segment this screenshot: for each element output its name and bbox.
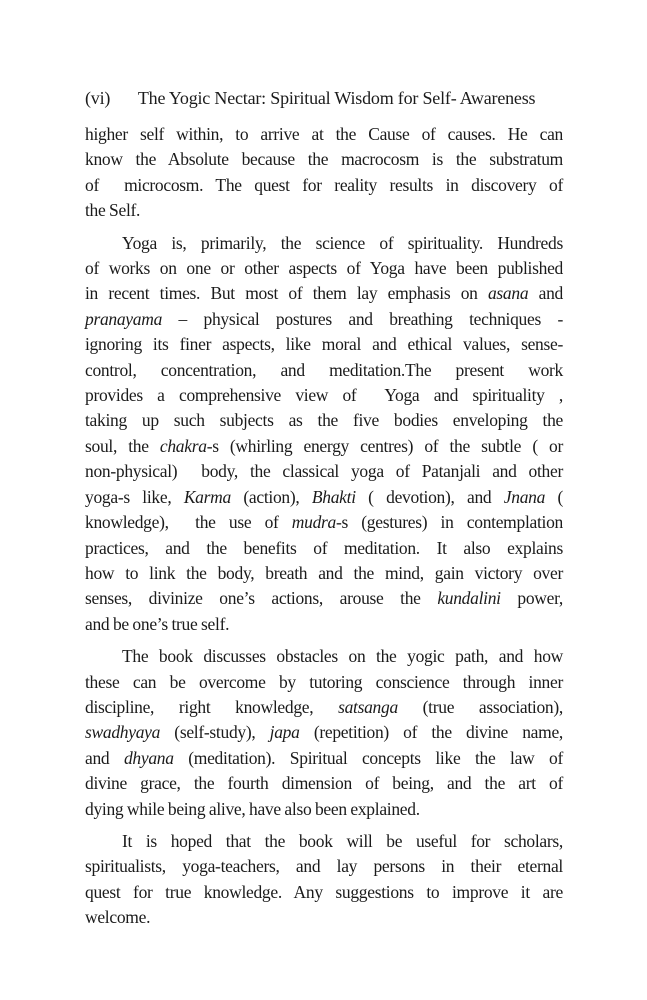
italic-term: asana bbox=[487, 283, 529, 304]
text-line bbox=[85, 854, 563, 879]
text-segment: and bbox=[528, 283, 563, 304]
italic-term: Jnana bbox=[503, 486, 546, 507]
text-line bbox=[85, 695, 563, 720]
text-segment: -s (gestures) in contemplation bbox=[336, 512, 563, 533]
text-segment: knowledge), the use of bbox=[85, 512, 292, 533]
text-line bbox=[85, 332, 563, 357]
text-line bbox=[85, 561, 563, 586]
text-segment: (action), bbox=[230, 486, 312, 507]
text-segment: welcome. bbox=[85, 907, 151, 928]
text-line bbox=[85, 231, 563, 256]
text-segment: practices, and the benefits of meditation. It also explains bbox=[85, 537, 563, 558]
text-segment: discipline, right knowledge, bbox=[85, 696, 339, 717]
text-segment: (true association), bbox=[397, 696, 563, 717]
text-segment: taking up such subjects as the five bodies enveloping the bbox=[85, 410, 563, 431]
text-segment: (meditation). Spiritual concepts like the law of bbox=[173, 747, 563, 768]
text-line bbox=[85, 383, 563, 408]
text-line bbox=[85, 358, 563, 383]
text-segment: ( devotion), and bbox=[355, 486, 504, 507]
text-line bbox=[85, 485, 563, 510]
text-segment: in recent times. But most of them lay emphasis on bbox=[85, 283, 488, 304]
text-segment: ( bbox=[545, 486, 564, 507]
text-line bbox=[85, 536, 563, 561]
text-segment: of microcosm. The quest for reality results in discovery of bbox=[85, 174, 563, 195]
text-segment: (self-study), bbox=[160, 722, 270, 743]
text-segment: quest for true knowledge. Any suggestions to improve it are bbox=[85, 881, 563, 902]
text-segment: non-physical) body, the classical yoga of Patanjali and other bbox=[85, 461, 563, 482]
italic-term: pranayama bbox=[85, 308, 163, 329]
text-line bbox=[85, 829, 563, 854]
text-line bbox=[85, 797, 563, 822]
book-page bbox=[85, 86, 563, 931]
text-segment: know the Absolute because the macrocosm is the substratum bbox=[85, 149, 563, 170]
text-segment: – physical postures and breathing techniques - bbox=[162, 308, 563, 329]
text-segment: ignoring its finer aspects, like moral and ethical values, sense- bbox=[85, 334, 563, 355]
italic-term: kundalini bbox=[437, 588, 501, 609]
italic-term: chakra bbox=[159, 435, 207, 456]
page-text-body bbox=[85, 122, 563, 931]
text-line bbox=[85, 256, 563, 281]
text-segment: yoga-s like, bbox=[85, 486, 184, 507]
italic-term: mudra bbox=[291, 512, 336, 533]
text-segment: higher self within, to arrive at the Cause of causes. He can bbox=[85, 124, 563, 144]
text-line bbox=[85, 307, 563, 332]
text-line bbox=[85, 880, 563, 905]
text-segment: power, bbox=[500, 588, 563, 609]
text-segment: dying while being alive, have also been explained. bbox=[85, 798, 420, 819]
text-line bbox=[85, 459, 563, 484]
text-line bbox=[85, 173, 563, 198]
text-line bbox=[85, 122, 563, 147]
text-line bbox=[85, 510, 563, 535]
italic-term: japa bbox=[269, 722, 300, 743]
text-segment: spiritualists, yoga-teachers, and lay persons in their eternal bbox=[85, 856, 563, 877]
text-line bbox=[85, 905, 563, 930]
italic-term: satsanga bbox=[338, 696, 398, 717]
text-segment: divine grace, the fourth dimension of being, and the art of bbox=[85, 773, 563, 794]
text-line bbox=[85, 147, 563, 172]
text-segment: The book discusses obstacles on the yogic path, and how bbox=[122, 646, 563, 667]
text-segment: (repetition) of the divine name, bbox=[299, 722, 563, 743]
text-line bbox=[85, 612, 563, 637]
text-segment: Yoga is, primarily, the science of spirituality. Hundreds bbox=[122, 232, 563, 253]
running-title: The Yogic Nectar: Spiritual Wisdom for Self- Awareness bbox=[137, 88, 536, 108]
text-segment: It is hoped that the book will be useful for scholars, bbox=[122, 830, 563, 851]
paragraph bbox=[85, 122, 563, 224]
italic-term: Bhakti bbox=[311, 486, 356, 507]
text-line bbox=[85, 771, 563, 796]
text-segment: how to link the body, breath and the mind, gain victory over bbox=[85, 562, 563, 583]
text-line bbox=[85, 586, 563, 611]
text-segment: control, concentration, and meditation.The present work bbox=[85, 359, 563, 380]
text-segment: provides a comprehensive view of Yoga and spirituality , bbox=[85, 385, 563, 406]
text-segment: these can be overcome by tutoring conscience through inner bbox=[85, 671, 563, 692]
italic-term: swadhyaya bbox=[85, 722, 161, 743]
text-line bbox=[85, 408, 563, 433]
text-line bbox=[85, 670, 563, 695]
text-line bbox=[85, 644, 563, 669]
paragraph bbox=[85, 829, 563, 931]
page-number: (vi) bbox=[85, 88, 111, 108]
running-header bbox=[85, 86, 563, 111]
text-segment: the Self. bbox=[85, 200, 141, 221]
italic-term: dhyana bbox=[123, 747, 174, 768]
text-segment: and be one’s true self. bbox=[85, 613, 230, 634]
text-line bbox=[85, 281, 563, 306]
text-segment: soul, the bbox=[85, 435, 160, 456]
text-segment: -s (whirling energy centres) of the subtle ( or bbox=[206, 435, 563, 456]
text-segment: of works on one or other aspects of Yoga have been published bbox=[85, 258, 563, 279]
italic-term: Karma bbox=[183, 486, 231, 507]
text-line bbox=[85, 720, 563, 745]
text-line bbox=[85, 746, 563, 771]
paragraph bbox=[85, 644, 563, 822]
paragraph bbox=[85, 231, 563, 638]
text-line bbox=[85, 434, 563, 459]
text-line bbox=[85, 198, 563, 223]
text-segment: senses, divinize one’s actions, arouse the bbox=[85, 588, 438, 609]
text-segment: and bbox=[85, 747, 124, 768]
